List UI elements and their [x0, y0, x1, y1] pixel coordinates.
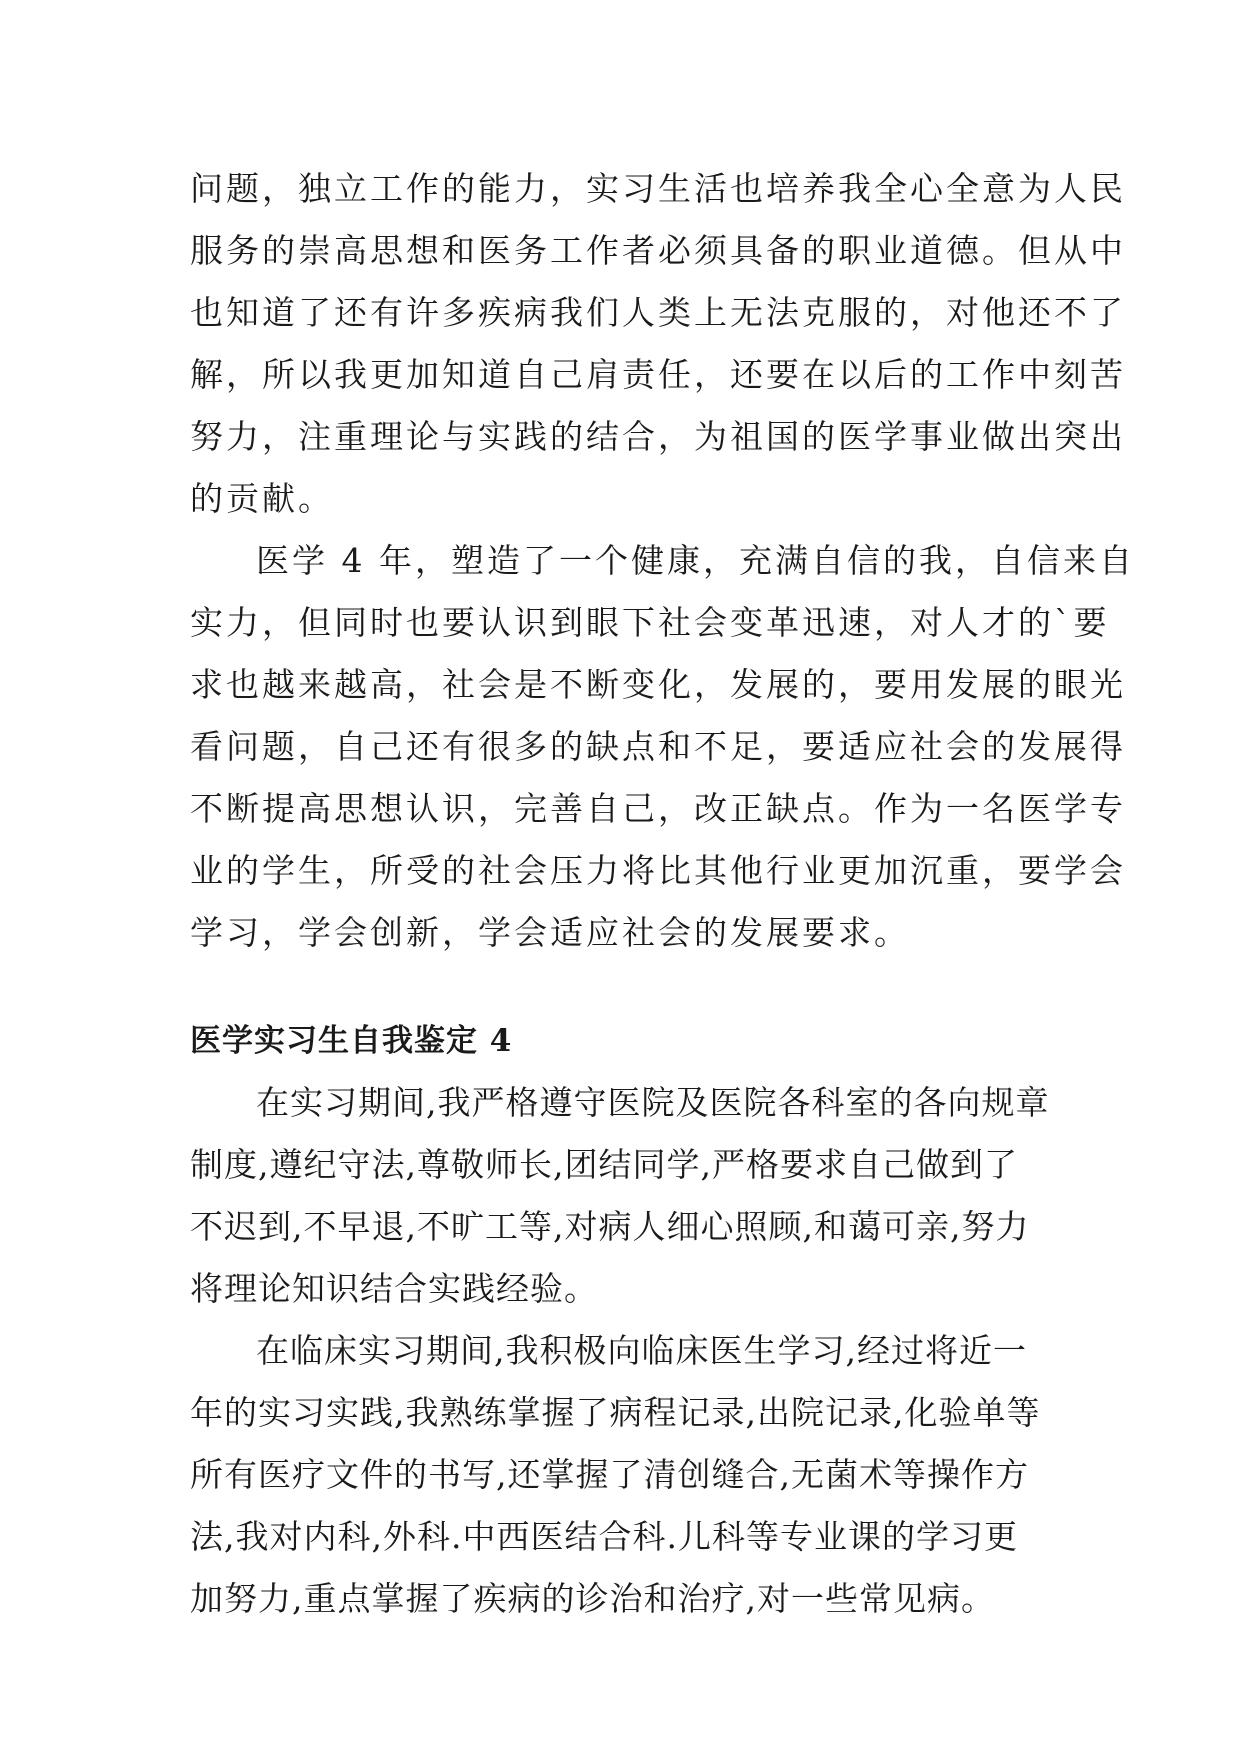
paragraph-3-line-2: 制度,遵纪守法,尊敬师长,团结同学,严格要求自己做到了: [190, 1145, 1018, 1184]
paragraph-3-line-4: 将理论知识结合实践经验。: [190, 1269, 598, 1308]
paragraph-2-line-3: 求也越来越高，社会是不断变化，发展的，要用发展的眼光: [190, 665, 1126, 704]
paragraph-2-line-6: 业的学生，所受的社会压力将比其他行业更加沉重，要学会: [190, 851, 1126, 890]
paragraph-4-line-2: 年的实习实践,我熟练掌握了病程记录,出院记录,化验单等: [190, 1393, 1041, 1432]
paragraph-3-line-1: 在实习期间,我严格遵守医院及医院各科室的各向规章: [256, 1083, 1050, 1122]
paragraph-4-line-3: 所有医疗文件的书写,还掌握了清创缝合,无菌术等操作方: [190, 1455, 1029, 1494]
paragraph-2-line-5: 不断提高思想认识，完善自己，改正缺点。作为一名医学专: [190, 789, 1126, 828]
section-heading: 医学实习生自我鉴定 4: [190, 1023, 513, 1059]
paragraph-1-line-2: 服务的崇高思想和医务工作者必须具备的职业道德。但从中: [190, 231, 1126, 270]
paragraph-1-line-3: 也知道了还有许多疾病我们人类上无法克服的，对他还不了: [190, 293, 1126, 332]
paragraph-2-line-4: 看问题，自己还有很多的缺点和不足，要适应社会的发展得: [190, 727, 1126, 766]
paragraph-4-line-5: 加努力,重点掌握了疾病的诊治和治疗,对一些常见病。: [190, 1579, 995, 1618]
paragraph-2-line-7: 学习，学会创新，学会适应社会的发展要求。: [190, 913, 910, 952]
paragraph-2-line-1: 医学 4 年，塑造了一个健康，充满自信的我，自信来自: [256, 541, 1135, 580]
paragraph-4-line-4: 法,我对内科,外科.中西医结合科.儿科等专业课的学习更: [190, 1517, 1018, 1556]
paragraph-1-line-4: 解，所以我更加知道自己肩责任，还要在以后的工作中刻苦: [190, 355, 1126, 394]
paragraph-3-line-3: 不迟到,不早退,不旷工等,对病人细心照顾,和蔼可亲,努力: [190, 1207, 1030, 1246]
paragraph-2-line-2: 实力，但同时也要认识到眼下社会变革迅速，对人才的`要: [190, 603, 1110, 642]
paragraph-1-line-5: 努力，注重理论与实践的结合，为祖国的医学事业做出突出: [190, 417, 1126, 456]
paragraph-1-line-1: 问题，独立工作的能力，实习生活也培养我全心全意为人民: [190, 169, 1126, 208]
paragraph-1-line-6: 的贡献。: [190, 479, 334, 518]
paragraph-4-line-1: 在临床实习期间,我积极向临床医生学习,经过将近一: [256, 1331, 1027, 1370]
